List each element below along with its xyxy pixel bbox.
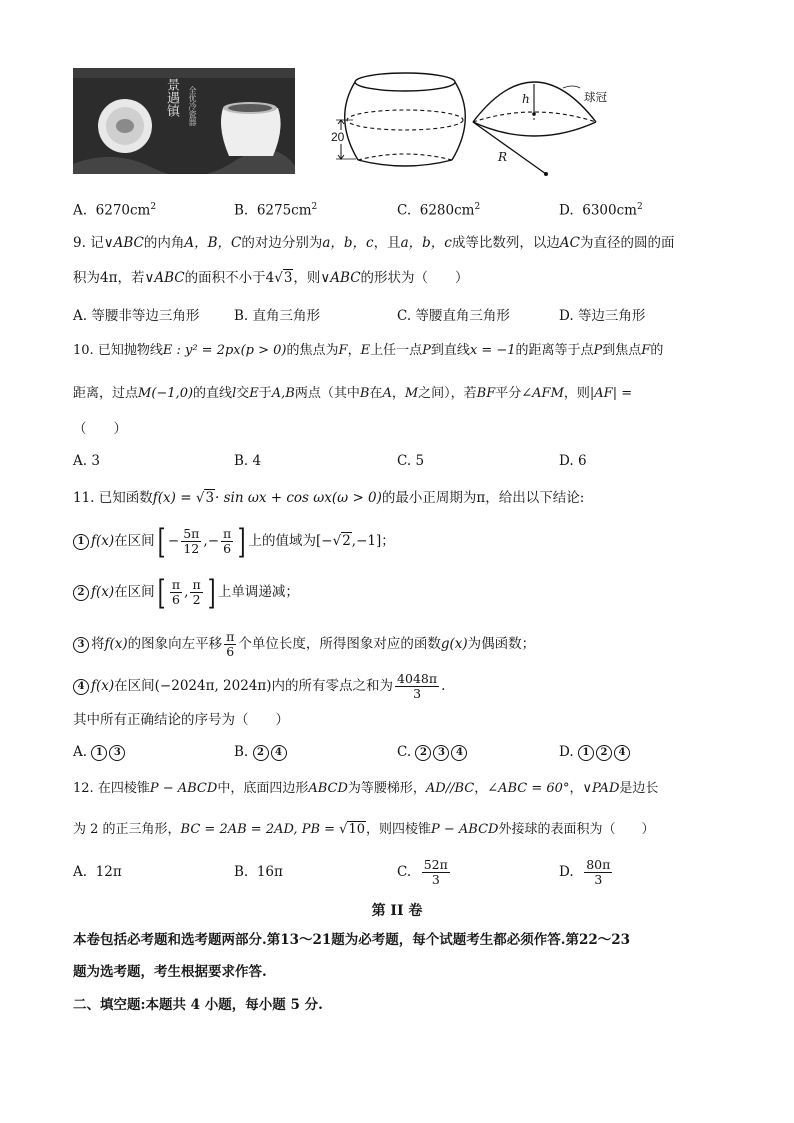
section-intro-line-2: 题为选考题，考生根据要求作答. bbox=[73, 964, 267, 980]
q12-line-1: 12. 在四棱锥P − ABCD中，底面四边形ABCD为等腰梯形，AD//BC，∠ABC = 60°，∨PAD是边长 bbox=[73, 781, 659, 796]
q10-option-d[interactable]: D. 6 bbox=[559, 453, 587, 469]
circled-number-2: 2 bbox=[253, 745, 269, 761]
q11-option-b[interactable]: B. 2 4 bbox=[234, 742, 289, 762]
bowl-diagram bbox=[325, 68, 475, 178]
circled-number-4: 4 bbox=[271, 745, 287, 761]
q9-option-c[interactable]: C. 等腰直角三角形 bbox=[397, 308, 510, 324]
circled-number-1: 1 bbox=[578, 745, 594, 761]
circled-number-4: 4 bbox=[614, 745, 630, 761]
circled-number-3: 3 bbox=[109, 745, 125, 761]
q9-line-2: 积为4π，若∨ABC的面积不小于4√3，则∨ABC的形状为（ ） bbox=[73, 270, 469, 286]
bowl-drawing bbox=[325, 68, 475, 178]
circled-number-1: 1 bbox=[73, 534, 89, 550]
fill-in-header: 二、填空题:本题共 4 小题，每小题 5 分. bbox=[73, 997, 323, 1013]
q10-line-3: （ ） bbox=[73, 421, 127, 437]
q11-line-1: 11. 已知函数f(x) = √3· sin ωx + cos ωx(ω > 0)的最小正周期为π，给出以下结论: bbox=[73, 490, 585, 506]
cap-name-label: 球冠 bbox=[584, 90, 607, 104]
q9-line-1: 9. 记∨ABC的内角A，B，C的对边分别为a，b，c，且a，b，c成等比数列，以边AC为直径的圆的面 bbox=[73, 235, 675, 251]
section-intro-line-1: 本卷包括必考题和选考题两部分.第13～21题为必考题，每个试题考生都必须作答.第22～23 bbox=[73, 932, 631, 948]
porcelain-photo bbox=[73, 68, 295, 174]
circled-number-4: 4 bbox=[451, 745, 467, 761]
q12-line-2: 为 2 的正三角形，BC = 2AB = 2AD, PB = √10，则四棱锥P − ABCD外接球的表面积为（ ） bbox=[73, 822, 655, 837]
q12-option-a[interactable]: A. 12π bbox=[73, 864, 122, 880]
q11-option-a[interactable]: A. 1 3 bbox=[73, 742, 127, 762]
porcelain-photo-art bbox=[73, 68, 295, 174]
bowl-height-label: 20 bbox=[331, 130, 345, 144]
q12-option-c[interactable]: C. $\frac{52\pi}{3}$ bbox=[397, 857, 448, 887]
circled-number-2: 2 bbox=[415, 745, 431, 761]
q12-option-b[interactable]: B. 16π bbox=[234, 864, 283, 880]
circled-number-2: 2 bbox=[73, 585, 89, 601]
q10-option-c[interactable]: C. 5 bbox=[397, 453, 425, 469]
q11-question: 其中所有正确结论的序号为（ ） bbox=[73, 712, 289, 728]
circled-number-1: 1 bbox=[91, 745, 107, 761]
q11-conclusion-1: 1 f(x)在区间[ − $\frac{5\pi}{12}$ ,− $\frac{\pi}{6}$ ] 上的值域为[−√2,−1]； bbox=[73, 524, 395, 558]
q11-option-c[interactable]: C. 2 3 4 bbox=[397, 742, 469, 762]
q11-conclusion-3: 3 将f(x)的图象向左平移 $\frac{\pi}{6}$ 个单位长度，所得图象对应的函数g(x)为偶函数； bbox=[73, 627, 535, 661]
spherical-cap-diagram bbox=[468, 74, 628, 180]
circled-number-3: 3 bbox=[73, 637, 89, 653]
q11-conclusion-2: 2 f(x)在区间[ $\frac{\pi}{6}$ , $\frac{\pi}{2}$ ] 上单调递减； bbox=[73, 575, 299, 609]
q10-line-2: 距离，过点M(−1,0)的直线l交E于A,B两点（其中B在A，M之间），若BF平分∠AFM，则|AF| = bbox=[73, 386, 633, 401]
q8-option-d[interactable]: D. $6300cm^2$ bbox=[559, 202, 643, 219]
cap-h-label: h bbox=[522, 92, 530, 106]
q11-option-d[interactable]: D. 1 2 4 bbox=[559, 742, 632, 762]
q10-option-a[interactable]: A. 3 bbox=[73, 453, 100, 469]
q8-option-a[interactable]: A. $6270cm^2$ bbox=[73, 202, 157, 219]
q11-conclusion-4: 4 f(x)在区间(−2024π, 2024π)内的所有零点之和为 $\frac{4048\pi}{3}$ . bbox=[73, 669, 445, 703]
photo-subtitle: 全优冷瓷器 bbox=[188, 86, 197, 126]
photo-title: 景遇镇 bbox=[164, 78, 179, 117]
q9-option-b[interactable]: B. 直角三角形 bbox=[234, 308, 321, 324]
q8-option-c[interactable]: C. $6280cm^2$ bbox=[397, 202, 481, 219]
q9-option-d[interactable]: D. 等边三角形 bbox=[559, 308, 646, 324]
q10-option-b[interactable]: B. 4 bbox=[234, 453, 262, 469]
circled-number-4: 4 bbox=[73, 679, 89, 695]
q10-line-1: 10. 已知抛物线E : y² = 2px(p > 0)的焦点为F，E上任一点P到直线x = −1的距离等于点P到焦点F的 bbox=[73, 343, 664, 358]
q12-option-d[interactable]: D. $\frac{80\pi}{3}$ bbox=[559, 857, 611, 887]
cap-R-label: R bbox=[498, 150, 508, 164]
circled-number-2: 2 bbox=[596, 745, 612, 761]
q9-option-a[interactable]: A. 等腰非等边三角形 bbox=[73, 308, 200, 324]
section-title: 第 II 卷 bbox=[371, 903, 423, 919]
q8-option-b[interactable]: B. $6275cm^2$ bbox=[234, 202, 318, 219]
circled-number-3: 3 bbox=[433, 745, 449, 761]
